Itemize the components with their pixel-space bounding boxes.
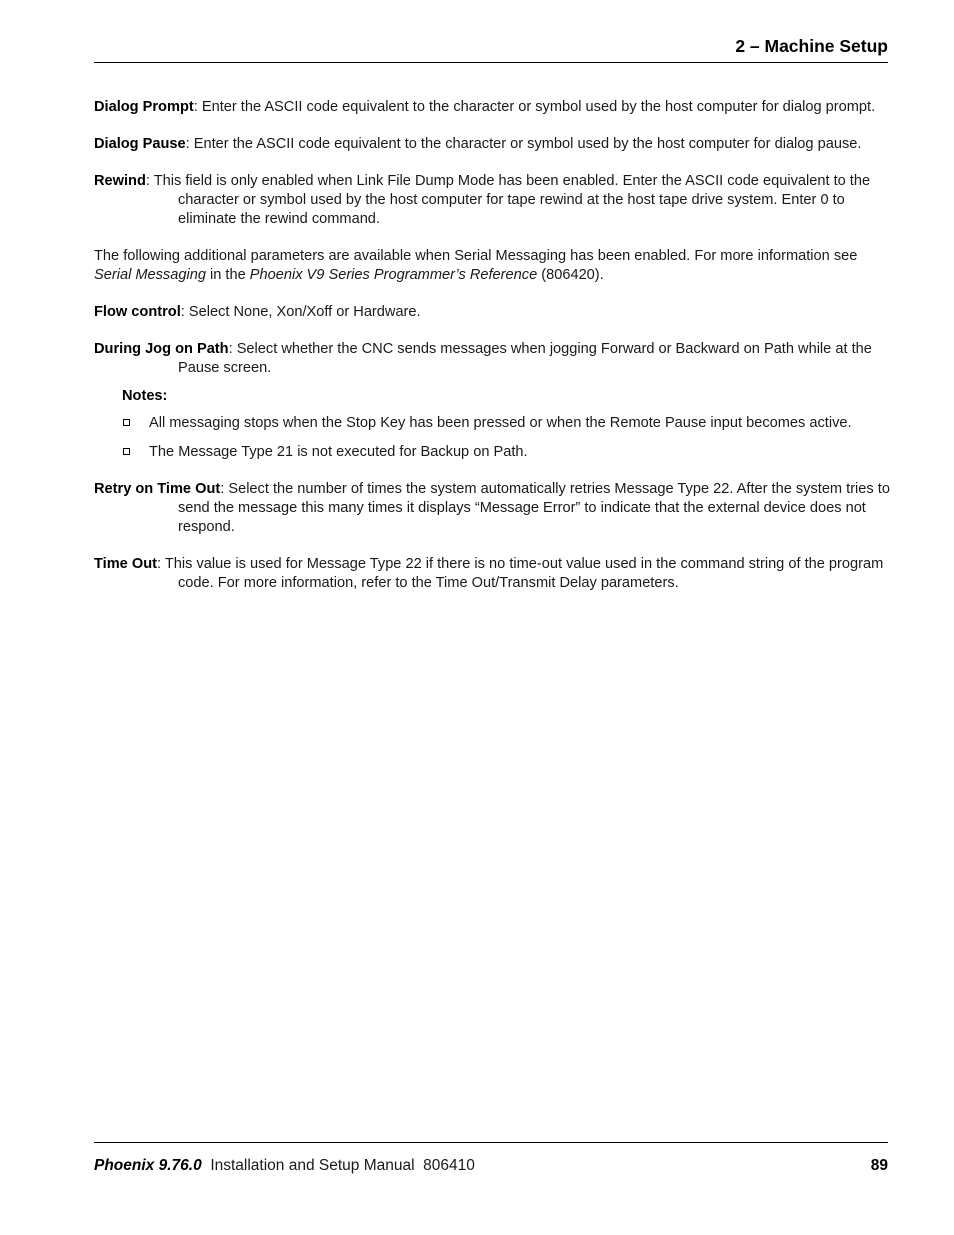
checkbox-bullet-icon	[123, 448, 130, 455]
page-header	[94, 36, 888, 63]
dialog-prompt-paragraph	[94, 98, 890, 117]
time-out-term: Time Out	[94, 556, 157, 572]
rewind-paragraph	[94, 172, 890, 229]
product-name: Phoenix 9.76.0	[94, 1157, 202, 1174]
jog-on-path-paragraph	[94, 340, 890, 378]
footer-manual-info	[94, 1157, 475, 1174]
jog-on-path-term: During Jog on Path	[94, 341, 229, 357]
intro-text-2: in the	[205, 267, 250, 283]
note-text: The Message Type 21 is not executed for Backup on Path.	[149, 444, 528, 460]
page-body	[94, 98, 890, 611]
retry-on-timeout-term: Retry on Time Out	[94, 481, 221, 497]
dialog-pause-paragraph	[94, 135, 890, 154]
list-item	[94, 443, 890, 462]
dialog-pause-term: Dialog Pause	[94, 136, 186, 152]
page-footer	[94, 1142, 888, 1176]
list-item	[94, 414, 890, 433]
programmers-reference-title: Phoenix V9 Series Programmer’s Reference	[249, 267, 538, 283]
note-text: All messaging stops when the Stop Key has been pressed or when the Remote Pause input becomes active.	[149, 415, 852, 431]
time-out-paragraph	[94, 555, 890, 593]
serial-messaging-intro	[94, 247, 890, 285]
intro-text-3: (806420).	[537, 267, 604, 283]
section-title: 2 – Machine Setup	[735, 36, 888, 56]
retry-on-timeout-text: : Select the number of times the system automatically retries Message Type 22. After the system tries to send the message this many times it displays “Message Error” to indicate that the external device does not respond.	[178, 481, 890, 535]
notes-list	[94, 414, 890, 462]
rewind-text: : This field is only enabled when Link File Dump Mode has been enabled. Enter the ASCII code equivalent to the character or symbol used by the host computer for tape rewind at the host tape drive system. Enter 0 to eliminate the rewind command.	[145, 173, 871, 227]
manual-title: Installation and Setup Manual 806410	[201, 1157, 475, 1174]
flow-control-text: : Select None, Xon/Xoff or Hardware.	[180, 304, 421, 320]
serial-messaging-reference: Serial Messaging	[94, 267, 206, 283]
retry-on-timeout-paragraph	[94, 480, 890, 537]
page-number: 89	[870, 1157, 888, 1174]
flow-control-paragraph	[94, 303, 890, 322]
dialog-pause-text: : Enter the ASCII code equivalent to the character or symbol used by the host computer for dialog pause.	[185, 136, 862, 152]
rewind-term: Rewind	[94, 173, 146, 189]
jog-on-path-text: : Select whether the CNC sends messages when jogging Forward or Backward on Path while at the Pause screen.	[178, 341, 872, 376]
intro-text-1: The following additional parameters are available when Serial Messaging has been enabled. For more information see	[94, 248, 858, 264]
checkbox-bullet-icon	[123, 419, 130, 426]
dialog-prompt-text: : Enter the ASCII code equivalent to the character or symbol used by the host computer for dialog prompt.	[193, 99, 876, 115]
dialog-prompt-term: Dialog Prompt	[94, 99, 194, 115]
notes-heading: Notes:	[122, 388, 168, 404]
time-out-text: : This value is used for Message Type 22 if there is no time-out value used in the command string of the program code. For more information, refer to the Time Out/Transmit Delay parameters.	[156, 556, 884, 591]
flow-control-term: Flow control	[94, 304, 181, 320]
